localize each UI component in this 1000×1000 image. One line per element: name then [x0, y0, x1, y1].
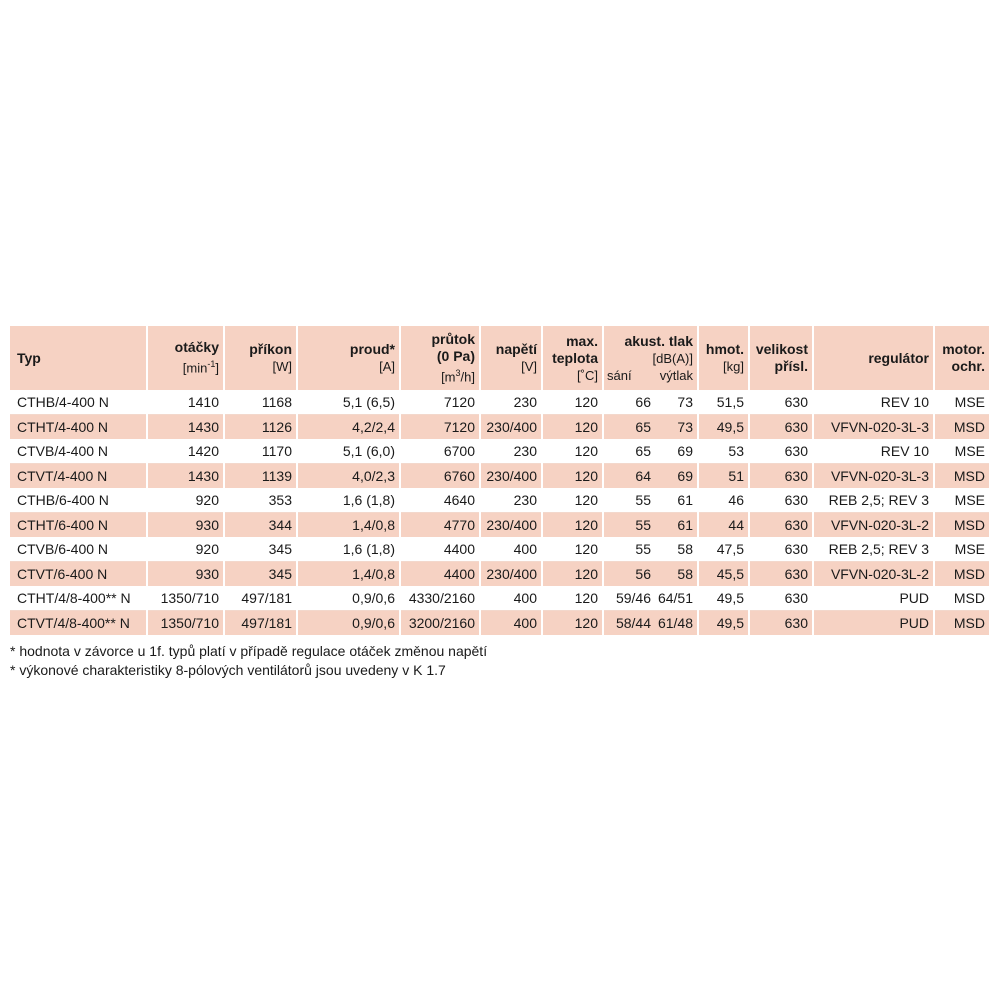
cell-proud: 5,1 (6,5) [297, 390, 400, 415]
cell-vytlak: 58 [677, 541, 693, 557]
cell-vytlak: 69 [677, 443, 693, 459]
cell-vytlak: 61 [677, 517, 693, 533]
cell-velikost: 630 [749, 586, 813, 611]
cell-akust [603, 439, 698, 464]
cell-akust [603, 537, 698, 562]
cell-proud: 0,9/0,6 [297, 586, 400, 611]
header-napeti: napětí [V] [480, 326, 542, 390]
cell-prikon: 1168 [224, 390, 297, 415]
table-row [10, 415, 989, 440]
cell-teplota: 120 [542, 488, 603, 513]
cell-prikon: 345 [224, 537, 297, 562]
footnote: * výkonové charakteristiky 8-pólových ventilátorů jsou uvedeny v K 1.7 [10, 662, 446, 678]
header-row [10, 326, 989, 390]
header-akust: akust. tlak [dB(A)] sání výtlak [603, 326, 698, 390]
cell-napeti: 400 [480, 611, 542, 636]
cell-teplota: 120 [542, 439, 603, 464]
cell-hmot: 44 [698, 513, 749, 538]
cell-velikost: 630 [749, 464, 813, 489]
cell-akust [603, 464, 698, 489]
spec-table [10, 326, 989, 635]
cell-motor: MSE [934, 537, 989, 562]
cell-vytlak: 73 [677, 419, 693, 435]
cell-akust [603, 488, 698, 513]
cell-typ: CTHT/6-400 N [10, 513, 147, 538]
cell-prutok: 3200/2160 [400, 611, 480, 636]
cell-prikon: 497/181 [224, 586, 297, 611]
cell-otacky: 1430 [147, 415, 224, 440]
cell-vytlak: 64/51 [657, 590, 693, 606]
cell-prutok: 7120 [400, 415, 480, 440]
cell-teplota: 120 [542, 537, 603, 562]
header-proud: proud* [A] [297, 326, 400, 390]
cell-prutok: 4330/2160 [400, 586, 480, 611]
cell-sani: 65 [635, 443, 651, 459]
cell-typ: CTVT/4-400 N [10, 464, 147, 489]
cell-otacky: 920 [147, 488, 224, 513]
cell-teplota: 120 [542, 586, 603, 611]
table-row [10, 537, 989, 562]
cell-velikost: 630 [749, 537, 813, 562]
cell-napeti: 230/400 [480, 562, 542, 587]
cell-napeti: 230/400 [480, 415, 542, 440]
cell-teplota: 120 [542, 390, 603, 415]
cell-regulator: VFVN-020-3L-3 [813, 464, 934, 489]
cell-hmot: 49,5 [698, 586, 749, 611]
cell-prutok: 4400 [400, 537, 480, 562]
cell-napeti: 400 [480, 537, 542, 562]
cell-otacky: 1420 [147, 439, 224, 464]
cell-typ: CTVT/4/8-400** N [10, 611, 147, 636]
cell-hmot: 47,5 [698, 537, 749, 562]
cell-motor: MSE [934, 439, 989, 464]
cell-typ: CTVB/6-400 N [10, 537, 147, 562]
cell-typ: CTVB/4-400 N [10, 439, 147, 464]
cell-motor: MSE [934, 390, 989, 415]
cell-hmot: 51,5 [698, 390, 749, 415]
header-velikost: velikost přísl. [749, 326, 813, 390]
cell-sani: 58/44 [615, 615, 651, 631]
cell-motor: MSD [934, 586, 989, 611]
cell-motor: MSD [953, 566, 985, 582]
cell-akust [603, 415, 698, 440]
header-prutok: průtok (0 Pa) $[m^3/h]$ [400, 326, 480, 390]
cell-motor: MSD [953, 419, 985, 435]
cell-motor: MSE [934, 488, 989, 513]
cell-motor: MSD [953, 615, 985, 631]
cell-proud: 1,4/0,8 [297, 513, 400, 538]
cell-velikost: 630 [749, 562, 813, 587]
cell-sani: 55 [635, 492, 651, 508]
cell-hmot: 53 [698, 439, 749, 464]
cell-napeti: 230/400 [480, 513, 542, 538]
cell-regulator: VFVN-020-3L-2 [813, 513, 934, 538]
table-row [10, 439, 989, 464]
cell-prikon: 497/181 [224, 611, 297, 636]
cell-sani: 55 [635, 517, 651, 533]
cell-vytlak: 58 [677, 566, 693, 582]
cell-napeti: 230/400 [480, 464, 542, 489]
cell-typ: CTVT/6-400 N [10, 562, 147, 587]
cell-regulator: REV 10 [813, 439, 934, 464]
cell-hmot: 45,5 [698, 562, 749, 587]
cell-regulator: PUD [813, 611, 934, 636]
cell-velikost: 630 [749, 611, 813, 636]
cell-napeti: 230 [480, 390, 542, 415]
cell-sani: 56 [635, 566, 651, 582]
cell-velikost: 630 [749, 513, 813, 538]
cell-sani: 55 [635, 541, 651, 557]
cell-prikon: 1170 [224, 439, 297, 464]
cell-otacky: 930 [147, 513, 224, 538]
cell-vytlak: 61/48 [657, 615, 693, 631]
cell-teplota: 120 [542, 562, 603, 587]
cell-velikost: 630 [749, 439, 813, 464]
cell-vytlak: 61 [677, 492, 693, 508]
cell-proud: 0,9/0,6 [297, 611, 400, 636]
footnote: * hodnota v závorce u 1f. typů platí v případě regulace otáček změnou napětí [10, 643, 488, 659]
cell-proud: 1,4/0,8 [297, 562, 400, 587]
cell-akust [603, 513, 698, 538]
cell-proud: 1,6 (1,8) [297, 537, 400, 562]
cell-proud: 1,6 (1,8) [297, 488, 400, 513]
cell-otacky: 930 [147, 562, 224, 587]
cell-hmot: 46 [698, 488, 749, 513]
cell-typ: CTHB/4-400 N [10, 390, 147, 415]
cell-prikon: 345 [224, 562, 297, 587]
cell-otacky: 1350/710 [147, 611, 224, 636]
header-otacky: otáčky $[\min^{-1}]$ [147, 326, 224, 390]
cell-regulator: REB 2,5; REV 3 [813, 488, 934, 513]
table-row [10, 562, 989, 587]
cell-napeti: 230 [480, 439, 542, 464]
cell-velikost: 630 [749, 415, 813, 440]
cell-hmot: 51 [698, 464, 749, 489]
cell-teplota: 120 [542, 415, 603, 440]
cell-akust [603, 586, 698, 611]
cell-otacky: 920 [147, 537, 224, 562]
cell-regulator: REV 10 [813, 390, 934, 415]
footnotes [10, 642, 487, 680]
table-row [10, 611, 989, 636]
cell-regulator: VFVN-020-3L-2 [813, 562, 934, 587]
cell-prutok: 4640 [400, 488, 480, 513]
header-hmot: hmot. [kg] [698, 326, 749, 390]
cell-velikost: 630 [749, 390, 813, 415]
cell-regulator: PUD [813, 586, 934, 611]
cell-velikost: 630 [749, 488, 813, 513]
header-regulator: regulátor [813, 326, 934, 390]
cell-akust [603, 611, 698, 636]
header-prikon: příkon [W] [224, 326, 297, 390]
cell-prikon: 1139 [224, 464, 297, 489]
cell-prikon: 1126 [224, 415, 297, 440]
table-row [10, 513, 989, 538]
cell-teplota: 120 [542, 464, 603, 489]
header-motor: motor. ochr. [942, 341, 985, 374]
cell-sani: 64 [635, 468, 651, 484]
cell-hmot: 49,5 [698, 611, 749, 636]
cell-prutok: 6760 [400, 464, 480, 489]
header-teplota: max. teplota [˚C] [542, 326, 603, 390]
table-row [10, 390, 989, 415]
cell-prutok: 4400 [400, 562, 480, 587]
cell-otacky: 1350/710 [147, 586, 224, 611]
cell-vytlak: 69 [677, 468, 693, 484]
cell-prikon: 344 [224, 513, 297, 538]
cell-teplota: 120 [542, 611, 603, 636]
cell-prutok: 4770 [400, 513, 480, 538]
cell-regulator: VFVN-020-3L-3 [813, 415, 934, 440]
cell-prutok: 7120 [400, 390, 480, 415]
cell-prikon: 353 [224, 488, 297, 513]
cell-regulator: REB 2,5; REV 3 [813, 537, 934, 562]
header-typ: Typ [10, 326, 147, 390]
cell-sani: 65 [635, 419, 651, 435]
cell-otacky: 1430 [147, 464, 224, 489]
cell-hmot: 49,5 [698, 415, 749, 440]
cell-prutok: 6700 [400, 439, 480, 464]
cell-proud: 5,1 (6,0) [297, 439, 400, 464]
cell-sani: 59/46 [615, 590, 651, 606]
cell-teplota: 120 [542, 513, 603, 538]
cell-napeti: 400 [480, 586, 542, 611]
cell-typ: CTHT/4/8-400** N [10, 586, 147, 611]
cell-proud: 4,2/2,4 [297, 415, 400, 440]
cell-vytlak: 73 [677, 394, 693, 410]
cell-akust [603, 562, 698, 587]
cell-typ: CTHB/6-400 N [10, 488, 147, 513]
cell-napeti: 230 [480, 488, 542, 513]
table-row [10, 464, 989, 489]
cell-typ: CTHT/4-400 N [10, 415, 147, 440]
cell-sani: 66 [635, 394, 651, 410]
cell-otacky: 1410 [147, 390, 224, 415]
cell-motor: MSD [953, 517, 985, 533]
table-row [10, 586, 989, 611]
table-row [10, 488, 989, 513]
cell-motor: MSD [953, 468, 985, 484]
cell-proud: 4,0/2,3 [297, 464, 400, 489]
cell-akust [603, 390, 698, 415]
